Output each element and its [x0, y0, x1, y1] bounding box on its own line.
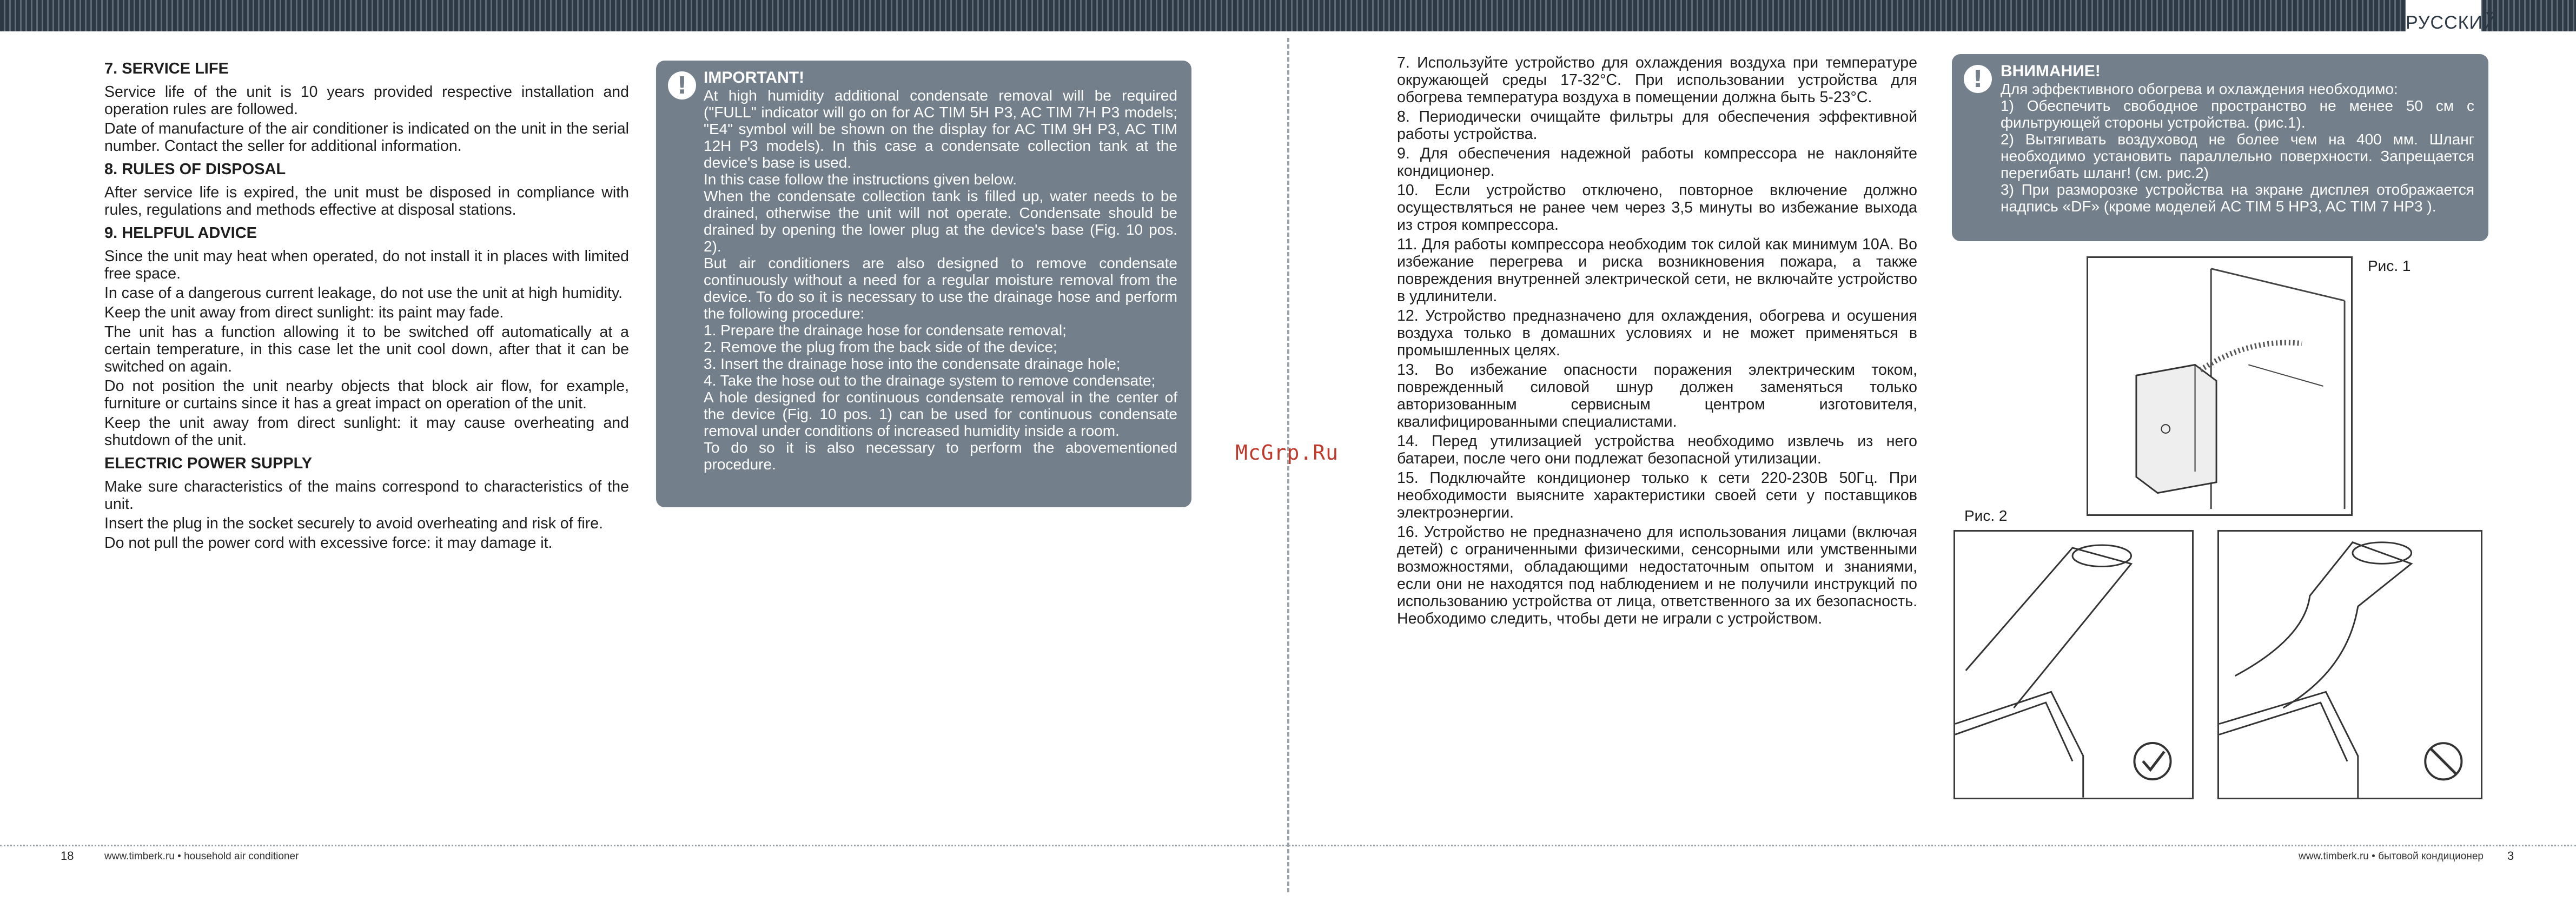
section-title: ELECTRIC POWER SUPPLY: [104, 455, 313, 472]
paragraph: Keep the unit away from direct sunlight: its paint may fade.: [104, 304, 504, 321]
paragraph: Do not position the unit nearby objects that block air flow, for example, furniture or curtains since it has a great impact on operation of the unit.: [104, 377, 629, 412]
language-tab: РУССКИЙ: [2406, 0, 2481, 39]
paragraph: 16. Устройство не предназначено для использования лицами (включая детей) с ограниченными физическими, сенсорными или умственными возможностями, обладающими недостаточным опытом и знаниями, если они не находятся под наблюдением и не получили инструкций по использованию устройства от лица, ответственного за их безопасность. Необходимо следить, чтобы дети не играли с устройством.: [1397, 523, 1917, 627]
paragraph: Keep the unit away from direct sunlight: it may cause overheating and shutdown of the unit.: [104, 414, 629, 449]
paragraph: The unit has a function allowing it to be switched off automatically at a certain temperature, in this case let the unit cool down, after that it can be switched on again.: [104, 323, 629, 375]
notice-line: 3) При разморозке устройства на экране дисплея отображается надпись «DF» (кроме моделей AC TIM 5 HP3, AC TIM 7 HP3 ).: [2001, 181, 2474, 215]
paragraph: 7. Используйте устройство для охлаждения воздуха при температуре окружающей среды 17-32°С. При использовании устройства для обогрева температура воздуха в помещении должна быть 5-23°С.: [1397, 54, 1917, 106]
paragraph: 11. Для работы компрессора необходим ток силой как минимум 10А. Во избежание перегрева и риска возникновения пожара, а также повреждения внутренней электрической сети, не включайте устройство в удлинители.: [1397, 236, 1917, 305]
page-number-left: 18: [61, 849, 74, 863]
russian-text-column: [1397, 54, 1917, 629]
notice-line: 2) Вытягивать воздуховод не более чем на 400 мм. Шланг необходимо установить параллельно поверхности. Запрещается перегибать шланг! (см. рис.2): [2001, 131, 2474, 181]
correct-hose-drawing: [1955, 532, 2192, 798]
section-title: 7. SERVICE LIFE: [104, 60, 229, 77]
notice-line: But air conditioners are also designed to remove condensate continuously without a need for a regular moisture removal from the device. To do so it is necessary to use the drainage hose and perform the following procedure:: [704, 255, 1177, 322]
notice-line: 4. Take the hose out to the drainage system to remove condensate;: [704, 372, 1156, 389]
paragraph: After service life is expired, the unit must be disposed in compliance with rules, regulations and methods effective at disposal stations.: [104, 184, 629, 218]
exclamation-icon: !: [668, 71, 696, 100]
notice-heading: IMPORTANT!: [704, 69, 805, 87]
important-notice-box: [656, 61, 1191, 507]
figure-2-label: Рис. 2: [1964, 507, 2008, 524]
notice-line: 1. Prepare the drainage hose for condensate removal;: [704, 322, 1067, 339]
section-title: 8. RULES OF DISPOSAL: [104, 161, 286, 178]
page-number-right: 3: [2507, 849, 2514, 863]
page-fold-divider: [1287, 38, 1289, 892]
paragraph: 8. Периодически очищайте фильтры для обеспечения эффективной работы устройства.: [1397, 108, 1917, 143]
paragraph: In case of a dangerous current leakage, do not use the unit at high humidity.: [104, 284, 623, 302]
paragraph: Service life of the unit is 10 years provided respective installation and operation rules are followed.: [104, 83, 629, 118]
paragraph: 12. Устройство предназначено для охлаждения, обогрева и осушения воздуха только в домашних условиях и не может применяться в промышленных целях.: [1397, 307, 1917, 359]
notice-line: 1) Обеспечить свободное пространство не менее 50 см с фильтрующей стороны устройства. (рис.1).: [2001, 97, 2474, 131]
paragraph: Insert the plug in the socket securely to avoid overheating and risk of fire.: [104, 515, 604, 532]
notice-line: 3. Insert the drainage hose into the condensate drainage hole;: [704, 355, 1121, 372]
paragraph: 13. Во избежание опасности поражения электрическим током, поврежденный силовой шнур должен заменяться только авторизованным сервисным центром изготовителя, квалифицированными специалистами.: [1397, 361, 1917, 430]
notice-line: To do so it is also necessary to perform the abovementioned procedure.: [704, 439, 1177, 473]
paragraph: Do not pull the power cord with excessive force: it may damage it.: [104, 534, 553, 552]
figure-1-label: Рис. 1: [2368, 257, 2411, 274]
section-title: 9. HELPFUL ADVICE: [104, 224, 257, 242]
footer-site-left: www.timberk.ru • household air conditioner: [104, 851, 299, 862]
exclamation-icon: !: [1964, 65, 1992, 93]
notice-line: At high humidity additional condensate removal will be required ("FULL" indicator will go on for AC TIM 5H P3, AC TIM 7H P3 models; "E4" symbol will be shown on the display for AC TIM 9H P3, AC TIM 12H P3 models). In this case a condensate collection tank at the device's base is used.: [704, 87, 1177, 171]
paragraph: Make sure characteristics of the mains correspond to characteristics of the unit.: [104, 478, 629, 513]
notice-line: When the condensate collection tank is filled up, water needs to be drained, otherwise the unit will not operate. Condensate should be drained by opening the lower plug at the device's base (Fig. 10 pos. 2).: [704, 188, 1177, 255]
figure-2-correct-hose: [1953, 530, 2194, 799]
paragraph: 9. Для обеспечения надежной работы компрессора не наклоняйте кондиционер.: [1397, 145, 1917, 180]
notice-line: In this case follow the instructions given below.: [704, 171, 1017, 188]
incorrect-hose-drawing: [2219, 532, 2481, 798]
header-band: [0, 0, 2576, 31]
figure-2-incorrect-hose: [2217, 530, 2482, 799]
notice-heading: ВНИМАНИЕ!: [2001, 62, 2101, 80]
paragraph: 14. Перед утилизацией устройства необходимо извлечь из него батареи, после чего они подлежат безопасной утилизации.: [1397, 433, 1917, 467]
figure-1-placement-illustration: [2087, 256, 2353, 516]
paragraph: Date of manufacture of the air conditioner is indicated on the unit in the serial number. Contact the seller for additional information.: [104, 120, 629, 155]
warning-notice-box: [1952, 54, 2488, 241]
notice-line: A hole designed for continuous condensate removal in the center of the device (Fig. 10 pos. 1) can be used for continuous condensate removal under conditions of increased humidity inside a room.: [704, 389, 1177, 439]
paragraph: 10. Если устройство отключено, повторное включение должно осуществляться не ранее чем через 3,5 минуты во избежание выхода из строя компрессора.: [1397, 182, 1917, 234]
paragraph: Since the unit may heat when operated, do not install it in places with limited free space.: [104, 248, 629, 282]
footer-divider: [0, 845, 2576, 846]
air-conditioner-drawing: [2088, 258, 2351, 514]
notice-line: Для эффективного обогрева и охлаждения необходимо:: [2001, 81, 2398, 97]
watermark: McGrp.Ru: [1235, 441, 1339, 465]
paragraph: 15. Подключайте кондиционер только к сети 220-230В 50Гц. При необходимости выясните характеристики своей сети у поставщиков электроэнергии.: [1397, 469, 1917, 521]
english-text-column: [104, 54, 629, 554]
footer-site-right: www.timberk.ru • бытовой кондиционер: [2299, 851, 2484, 862]
notice-line: 2. Remove the plug from the back side of the device;: [704, 339, 1057, 355]
